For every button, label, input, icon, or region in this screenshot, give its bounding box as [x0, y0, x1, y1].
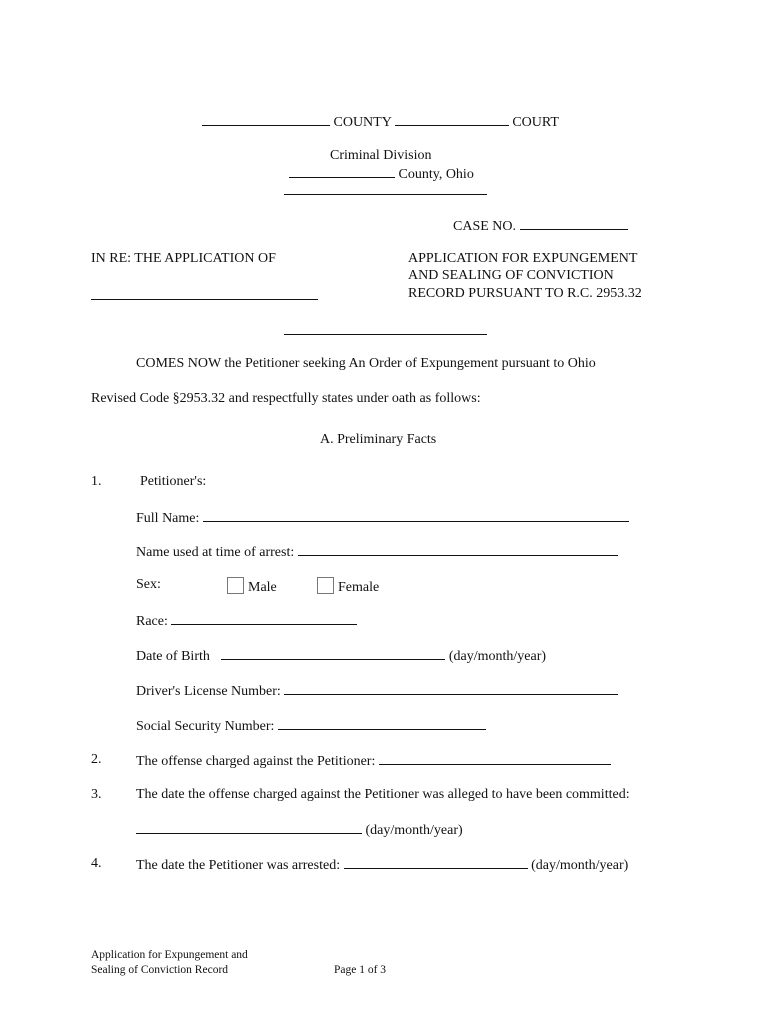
dob-format: (day/month/year): [448, 649, 547, 664]
offense-date-label: The date the offense charged against the Petitioner was alleged to have been committed:: [136, 787, 630, 802]
female-label: Female: [338, 580, 380, 595]
sex-label: Sex:: [136, 577, 161, 592]
dob-field: [136, 647, 546, 665]
item4-number: 4.: [91, 856, 102, 871]
arrest-date-field: [136, 856, 628, 874]
license-blank[interactable]: [284, 682, 618, 695]
dob-label: Date of Birth: [136, 649, 210, 664]
court-name-blank[interactable]: [395, 113, 509, 126]
applicant-name-blank[interactable]: [91, 299, 318, 300]
offense-label: The offense charged against the Petitioner:: [136, 754, 376, 769]
court-header: [202, 113, 559, 131]
full-name-field: [136, 509, 629, 527]
item1-number: 1.: [91, 474, 102, 489]
male-option[interactable]: [227, 577, 277, 596]
item2-number: 2.: [91, 752, 102, 767]
footer-title-line2: Sealing of Conviction Record: [91, 964, 229, 976]
court-label: COURT: [512, 115, 559, 130]
ssn-field: [136, 717, 486, 735]
arrest-name-label: Name used at time of arrest:: [136, 545, 295, 560]
male-checkbox[interactable]: [227, 577, 244, 594]
case-number-blank[interactable]: [520, 217, 628, 230]
license-field: [136, 682, 618, 700]
county-ohio-blank[interactable]: [289, 165, 395, 178]
caption-title-line1: APPLICATION FOR EXPUNGEMENT: [408, 251, 638, 266]
arrest-name-blank[interactable]: [298, 543, 618, 556]
caption-title-line3: RECORD PURSUANT TO R.C. 2953.32: [408, 286, 642, 301]
page-number: Page 1 of 3: [334, 964, 387, 976]
full-name-label: Full Name:: [136, 511, 200, 526]
offense-date-format: (day/month/year): [365, 823, 463, 838]
license-label: Driver's License Number:: [136, 684, 281, 699]
division-label: Criminal Division: [330, 148, 432, 163]
full-name-blank[interactable]: [203, 509, 629, 522]
arrest-date-label: The date the Petitioner was arrested:: [136, 858, 341, 873]
race-blank[interactable]: [171, 612, 357, 625]
ssn-label: Social Security Number:: [136, 719, 275, 734]
ssn-blank[interactable]: [278, 717, 486, 730]
race-label: Race:: [136, 614, 168, 629]
county-ohio-line: [289, 165, 474, 183]
intro-line2: Revised Code §2953.32 and respectfully states under oath as follows:: [91, 391, 481, 406]
race-field: [136, 612, 357, 630]
case-no-label: CASE NO.: [453, 219, 517, 234]
intro-line1: COMES NOW the Petitioner seeking An Order of Expungement pursuant to Ohio: [136, 356, 596, 371]
item3-number: 3.: [91, 787, 102, 802]
female-option[interactable]: [317, 577, 379, 596]
header-rule: [284, 194, 487, 195]
case-number-line: [453, 217, 628, 235]
dob-blank[interactable]: [221, 647, 445, 660]
offense-date-field: [136, 821, 463, 839]
offense-field: [136, 752, 611, 770]
county-label: COUNTY: [333, 115, 392, 130]
section-heading: A. Preliminary Facts: [320, 432, 437, 447]
county-name-blank[interactable]: [202, 113, 330, 126]
arrest-date-blank[interactable]: [344, 856, 528, 869]
male-label: Male: [248, 580, 277, 595]
caption-title-line2: AND SEALING OF CONVICTION: [408, 268, 614, 283]
footer-title-line1: Application for Expungement and: [91, 949, 248, 961]
female-checkbox[interactable]: [317, 577, 334, 594]
offense-date-blank[interactable]: [136, 821, 362, 834]
caption-rule: [284, 334, 487, 335]
item1-label: Petitioner's:: [140, 474, 207, 489]
offense-blank[interactable]: [379, 752, 611, 765]
in-re-label: IN RE: THE APPLICATION OF: [91, 251, 276, 266]
arrest-name-field: [136, 543, 618, 561]
arrest-date-format: (day/month/year): [531, 858, 629, 873]
county-ohio-label: County, Ohio: [398, 167, 474, 182]
